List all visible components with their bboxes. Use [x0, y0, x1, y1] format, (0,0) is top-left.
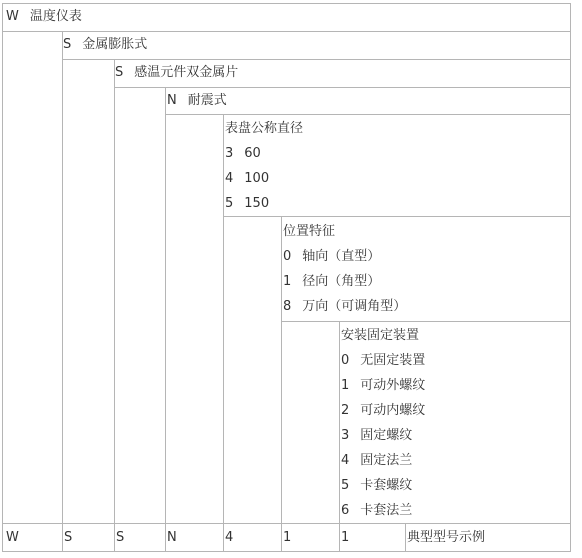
level-4-label: 耐震式: [187, 93, 227, 108]
position-option-label: 径向（角型）: [302, 274, 381, 289]
rule-bottom: [2, 551, 570, 552]
level-3-code: S: [115, 65, 124, 80]
level-4-code: N: [167, 93, 177, 108]
dial-option-code: 4: [225, 171, 234, 186]
dial-option-code: 3: [225, 146, 234, 161]
dial-option-label: 150: [244, 196, 270, 211]
mounting-option-label: 固定螺纹: [360, 428, 413, 443]
dial-heading: 表盘公称直径: [225, 121, 304, 136]
example-cell: 4: [225, 530, 234, 545]
mounting-option: [341, 403, 425, 419]
example-cell: S: [116, 530, 125, 545]
example-cell: W: [6, 530, 19, 545]
mounting-option: [341, 453, 412, 469]
position-option: [283, 274, 380, 290]
mounting-option-code: 0: [341, 353, 350, 368]
mounting-option-label: 可动外螺纹: [360, 378, 426, 393]
dial-option-label: 100: [244, 171, 270, 186]
example-cell: N: [167, 530, 177, 545]
mounting-option-code: 2: [341, 403, 350, 418]
example-cell: 1: [283, 530, 292, 545]
position-option-code: 8: [283, 299, 292, 314]
mounting-option-code: 6: [341, 503, 350, 518]
mounting-option: [341, 353, 425, 369]
mounting-option-code: 3: [341, 428, 350, 443]
example-label: 典型型号示例: [407, 530, 486, 545]
mounting-option-code: 4: [341, 453, 350, 468]
mounting-option: [341, 428, 412, 444]
rule-dial-bottom: [223, 216, 570, 217]
rule-col-7: [405, 523, 406, 552]
mounting-option: [341, 478, 412, 494]
mounting-option-code: 1: [341, 378, 350, 393]
level-3-header: [115, 65, 238, 81]
example-cell: 1: [341, 530, 350, 545]
position-heading: 位置特征: [283, 224, 336, 239]
rule-example-top: [2, 523, 570, 524]
dial-option-label: 60: [244, 146, 261, 161]
rule-right: [570, 3, 571, 552]
position-option-code: 0: [283, 249, 292, 264]
level-4-header: [167, 93, 227, 109]
mounting-option-label: 无固定装置: [360, 353, 426, 368]
level-2-header: [63, 37, 147, 53]
position-option-label: 万向（可调角型）: [302, 299, 407, 314]
dial-option: [225, 196, 269, 212]
dial-option-code: 5: [225, 196, 234, 211]
rule-col-2: [114, 59, 115, 552]
level-1-code: W: [6, 9, 19, 24]
position-option: [283, 249, 380, 265]
position-option-label: 轴向（直型）: [302, 249, 381, 264]
rule-col-5: [281, 216, 282, 552]
mounting-option-label: 可动内螺纹: [360, 403, 426, 418]
level-1-header: [6, 9, 82, 25]
position-option: [283, 299, 406, 315]
rule-col-4: [223, 114, 224, 552]
mounting-option-label: 卡套螺纹: [360, 478, 413, 493]
rule-col-6: [339, 321, 340, 552]
rule-level-4: [165, 114, 570, 115]
rule-left: [2, 3, 3, 552]
mounting-option-label: 卡套法兰: [360, 503, 413, 518]
mounting-option: [341, 378, 425, 394]
level-2-code: S: [63, 37, 72, 52]
mounting-option: [341, 503, 412, 519]
level-2-label: 金属膨胀式: [82, 37, 148, 52]
example-cell: S: [64, 530, 73, 545]
rule-level-3: [114, 87, 570, 88]
rule-level-2: [62, 59, 570, 60]
rule-position-bottom: [281, 321, 570, 322]
rule-col-3: [165, 87, 166, 552]
level-1-label: 温度仪表: [29, 9, 82, 24]
level-3-label: 感温元件双金属片: [134, 65, 239, 80]
mounting-option-code: 5: [341, 478, 350, 493]
rule-level-1: [2, 31, 570, 32]
dial-option: [225, 171, 269, 187]
rule-top: [2, 3, 570, 4]
rule-col-1: [62, 31, 63, 552]
position-option-code: 1: [283, 274, 292, 289]
mounting-heading: 安装固定装置: [341, 328, 420, 343]
mounting-option-label: 固定法兰: [360, 453, 413, 468]
dial-option: [225, 146, 261, 162]
